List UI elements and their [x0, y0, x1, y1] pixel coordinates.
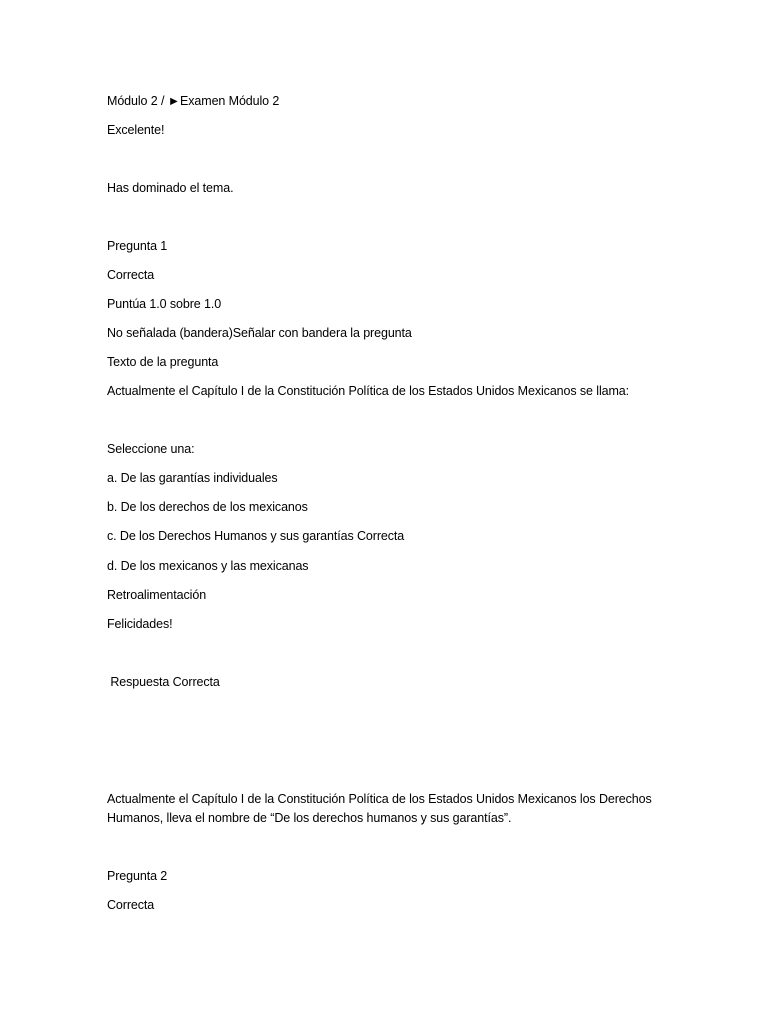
option-d: d. De los mexicanos y las mexicanas	[107, 559, 309, 573]
question-1-text-label: Texto de la pregunta	[107, 355, 219, 369]
question-1-score: Puntúa 1.0 sobre 1.0	[107, 297, 222, 311]
correct-answer-label: Respuesta Correcta	[107, 675, 220, 689]
select-prompt: Seleccione una:	[107, 442, 195, 456]
question-1-text: Actualmente el Capítulo I de la Constitución Política de los Estados Unidos Mexicanos se llama:	[107, 384, 630, 398]
result-heading: Excelente!	[107, 123, 165, 137]
question-1-title: Pregunta 1	[107, 239, 168, 253]
result-message: Has dominado el tema.	[107, 181, 234, 195]
question-2-status: Correcta	[107, 898, 155, 912]
question-1-flag: No señalada (bandera)Señalar con bandera la pregunta	[107, 326, 412, 340]
option-b: b. De los derechos de los mexicanos	[107, 500, 308, 514]
explanation: Actualmente el Capítulo I de la Constitución Política de los Estados Unidos Mexicanos los Derechos Humanos, lleva el nombre de “De los derechos humanos y sus garantías”.	[107, 792, 652, 825]
feedback-message: Felicidades!	[107, 617, 173, 631]
question-1-status: Correcta	[107, 268, 155, 282]
feedback-label: Retroalimentación	[107, 588, 207, 602]
option-a: a. De las garantías individuales	[107, 471, 278, 485]
option-c: c. De los Derechos Humanos y sus garantías Correcta	[107, 529, 405, 543]
question-2-title: Pregunta 2	[107, 869, 168, 883]
breadcrumb: Módulo 2 / ►Examen Módulo 2	[107, 94, 280, 108]
